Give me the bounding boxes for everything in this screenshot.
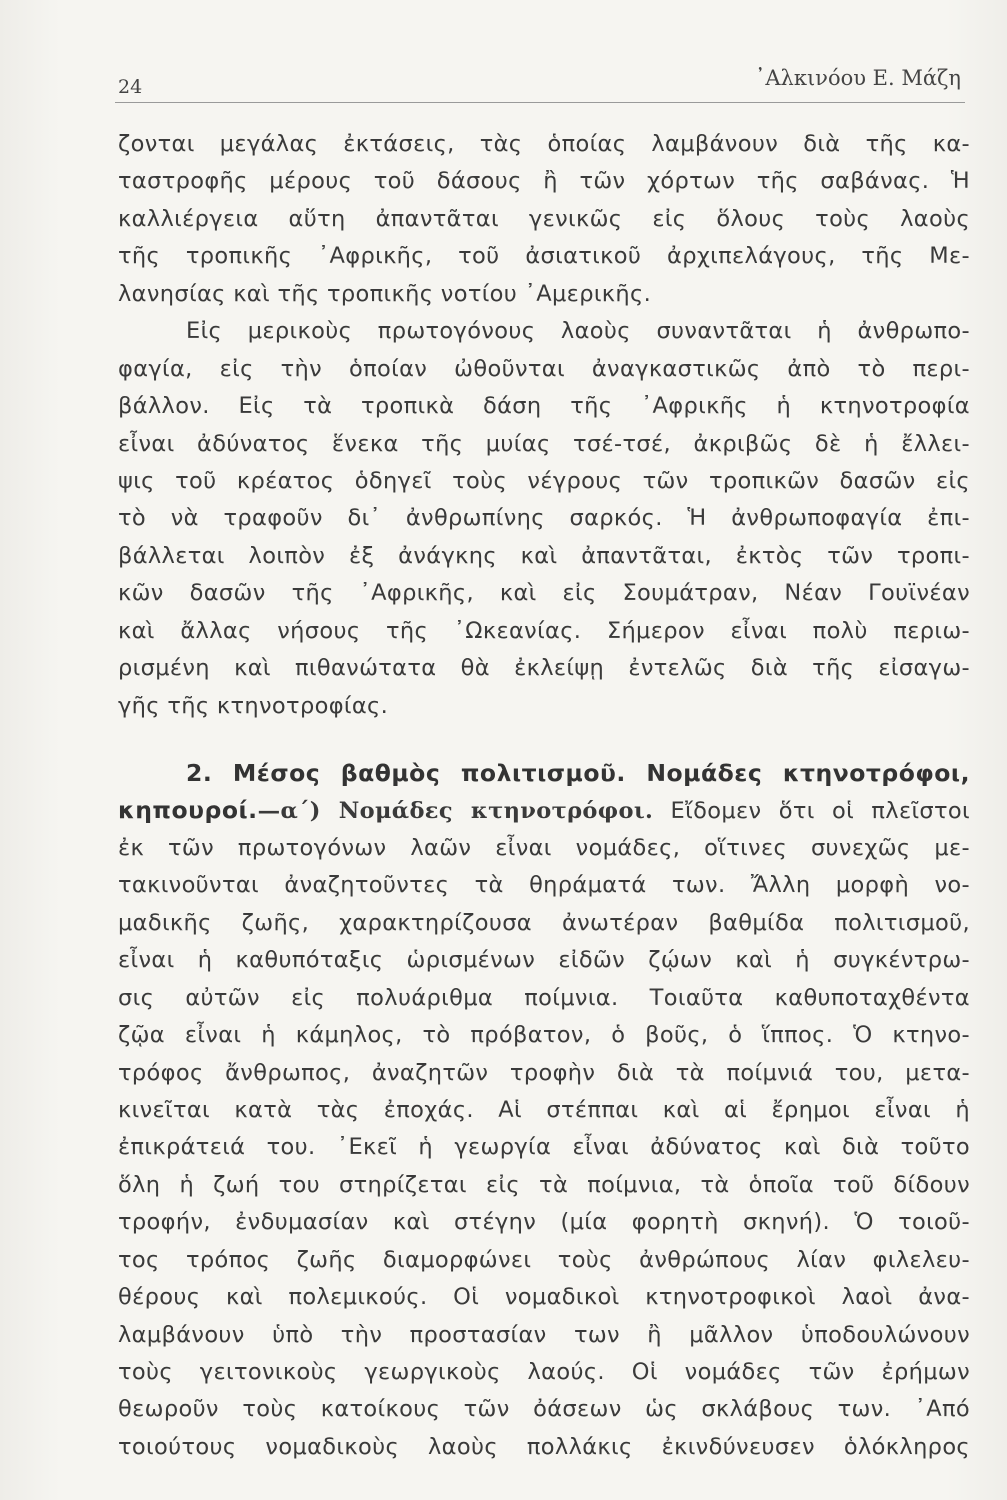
paragraph-1: [118, 126, 970, 313]
section-2: [118, 755, 970, 1466]
text-line: εἶναι ἀδύνατος ἕνεκα τῆς μυίας τσέ-τσέ, ἀκριβῶς δὲ ἡ ἔλλει-: [118, 430, 970, 457]
text-line: ὅλη ἡ ζωή του στηρίζεται εἰς τὰ ποίμνια, τὰ ὁποῖα τοῦ δίδουν: [118, 1171, 970, 1198]
text-line: κινεῖται κατὰ τὰς ἐποχάς. Αἱ στέππαι καὶ αἱ ἔρημοι εἶναι ἡ: [118, 1096, 970, 1123]
text-run: Εἴδομεν ὅτι οἱ πλεῖστοι: [653, 798, 971, 825]
text-line: ρισμένη καὶ πιθανώτατα θὰ ἐκλείψῃ ἐντελῶς διὰ τῆς εἰσαγω-: [118, 655, 970, 682]
text-line: ταστροφῆς μέρους τοῦ δάσους ἢ τῶν χόρτων τῆς σαβάνας. Ἡ: [118, 168, 970, 195]
text-line: τρόφος ἄνθρωπος, ἀναζητῶν τροφὴν διὰ τὰ ποίμνιά του, μετα-: [118, 1059, 970, 1086]
text-line: βάλλον. Εἰς τὰ τροπικὰ δάση τῆς ᾽Αφρικῆς ἡ κτηνοτροφία: [118, 393, 970, 420]
text-line: τοὺς γειτονικοὺς γεωργικοὺς λαούς. Οἱ νομάδες τῶν ἐρήμων: [118, 1359, 970, 1385]
text-line: γῆς τῆς κτηνοτροφίας.: [118, 692, 389, 719]
body-text: [118, 126, 970, 1466]
text-line: καλλιέργεια αὕτη ἀπαντᾶται γενικῶς εἰς ὅλους τοὺς λαοὺς: [118, 205, 970, 232]
text-line: τακινοῦνται ἀναζητοῦντες τὰ θηράματά των. Ἄλλη μορφὴ νο-: [118, 872, 970, 899]
text-line: ζῷα εἶναι ἡ κάμηλος, τὸ πρόβατον, ὁ βοῦς, ὁ ἵππος. Ὁ κτηνο-: [118, 1022, 970, 1049]
text-line: ἐκ τῶν πρωτογόνων λαῶν εἶναι νομάδες, οἵτινες συνεχῶς με-: [118, 834, 970, 861]
text-line: βάλλεται λοιπὸν ἐξ ἀνάγκης καὶ ἀπαντᾶται, ἐκτὸς τῶν τροπι-: [118, 542, 970, 569]
page-header: [115, 62, 965, 103]
text-line: εἶναι ἡ καθυπόταξις ὡρισμένων εἰδῶν ζῴων καὶ ἡ συγκέντρω-: [118, 947, 970, 974]
text-line: τὸ νὰ τραφοῦν δι᾽ ἀνθρωπίνης σαρκός. Ἡ ἀνθρωποφαγία ἐπι-: [118, 505, 970, 532]
text-line: ἐπικράτειά του. ᾽Εκεῖ ἡ γεωργία εἶναι ἀδύνατος καὶ διὰ τοῦτο: [118, 1134, 970, 1161]
text-line: τροφήν, ἐνδυμασίαν καὶ στέγην (μία φορητὴ σκηνή). Ὁ τοιοῦ-: [118, 1209, 970, 1236]
text-line: ζονται μεγάλας ἐκτάσεις, τὰς ὁποίας λαμβάνουν διὰ τῆς κα-: [118, 131, 970, 157]
subsection-heading: —α΄) Νομάδες κτηνοτρόφοι.: [257, 798, 654, 825]
text-line: σις αὐτῶν εἰς πολυάριθμα ποίμνια. Τοιαῦτα καθυποταχθέντα: [118, 984, 970, 1011]
text-line: ψις τοῦ κρέατος ὁδηγεῖ τοὺς νέγρους τῶν τροπικῶν δασῶν εἰς: [118, 467, 970, 494]
text-line: λανησίας καὶ τῆς τροπικῆς νοτίου ᾽Αμερικῆς.: [118, 280, 652, 307]
section-heading: 2. Μέσος βαθμὸς πολιτισμοῦ. Νομάδες κτηνοτρόφοι,: [186, 759, 970, 787]
text-line: τος τρόπος ζωῆς διαμορφώνει τοὺς ἀνθρώπους λίαν φιλελευ-: [118, 1246, 970, 1273]
section-heading-end: κηπουροί.: [118, 796, 258, 825]
page-number: 24: [118, 76, 143, 98]
text-line: Εἰς μερικοὺς πρωτογόνους λαοὺς συναντᾶται ἡ ἀνθρωπο-: [186, 318, 970, 345]
text-line: [118, 792, 970, 829]
text-line: καὶ ἄλλας νήσους τῆς ᾽Ωκεανίας. Σήμερον εἶναι πολὺ περιω-: [118, 617, 970, 644]
text-line: κῶν δασῶν τῆς ᾽Αφρικῆς, καὶ εἰς Σουμάτραν, Νέαν Γουϊνέαν: [118, 580, 970, 607]
text-line: τοιούτους νομαδικοὺς λαοὺς πολλάκις ἐκινδύνευσεν ὁλόκληρος: [118, 1433, 970, 1460]
text-line: μαδικῆς ζωῆς, χαρακτηρίζουσα ἀνωτέραν βαθμίδα πολιτισμοῦ,: [118, 909, 970, 936]
text-line: τῆς τροπικῆς ᾽Αφρικῆς, τοῦ ἀσιατικοῦ ἀρχιπελάγους, τῆς Με-: [118, 243, 970, 270]
paragraph-2: [118, 313, 970, 725]
text-line: φαγία, εἰς τὴν ὁποίαν ὠθοῦνται ἀναγκαστικῶς ἀπὸ τὸ περι-: [118, 355, 970, 382]
text-line: λαμβάνουν ὑπὸ τὴν προστασίαν των ἢ μᾶλλον ὑποδουλώνουν: [118, 1321, 970, 1348]
text-line: θέρους καὶ πολεμικούς. Οἱ νομαδικοὶ κτηνοτροφικοὶ λαοὶ ἀνα-: [118, 1284, 970, 1311]
text-line: θεωροῦν τοὺς κατοίκους τῶν ὀάσεων ὡς σκλάβους των. ᾽Από: [118, 1396, 970, 1423]
running-head: ᾽Αλκινόου Ε. Μάζη: [754, 66, 961, 90]
section-gap: [118, 725, 970, 755]
